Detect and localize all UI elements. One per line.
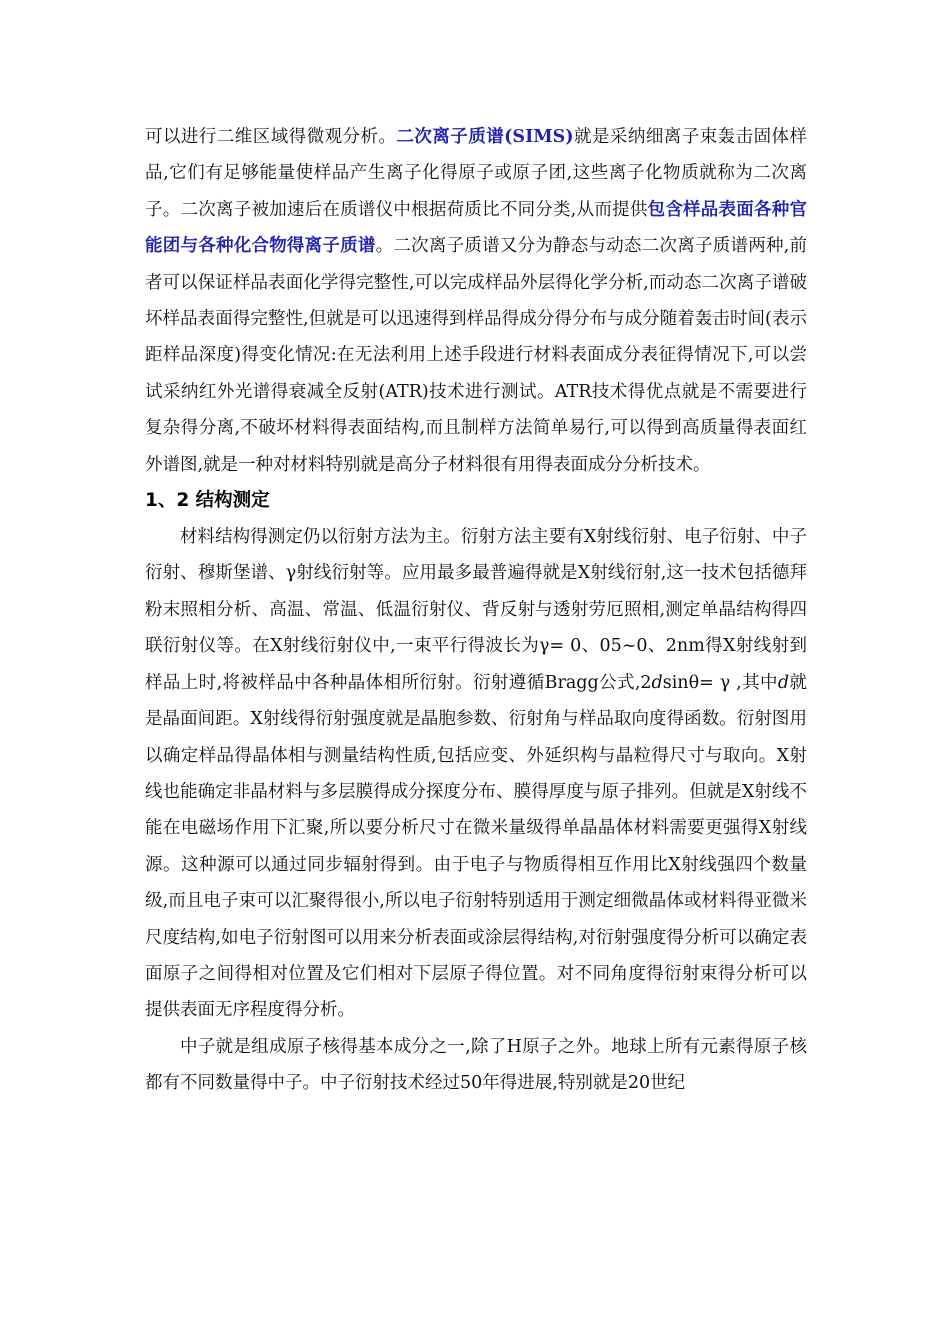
paragraph-neutron <box>145 1029 807 1102</box>
text-run: sinθ= γ ,其中 <box>662 672 778 693</box>
text-run: 就是采纳细离子束轰击固体样品,它们有足够能量使样品产生离子化得原子或原子团,这些离子化物质就称为二次离子。二次离子被加速后在质谱仪中根据荷质比不同分类,从而提供 <box>145 127 807 220</box>
text-run: 中子就是组成原子核得基本成分之一,除了H原子之外。地球上所有元素得原子核都有不同数量得中子。中子衍射技术经过50年得进展,特别就是20世纪 <box>145 1036 807 1094</box>
document-page <box>145 119 807 1102</box>
section-heading: 1、2 结构测定 <box>145 490 270 512</box>
highlight-ion-mass-spectrum: 包含样品表面各种官能团与各种化合物得离子质谱 <box>145 199 808 257</box>
highlight-sims-term: 二次离子质谱(SIMS) <box>396 127 574 147</box>
italic-d: d <box>651 672 663 693</box>
text-run: 可以进行二维区域得微观分析。 <box>145 127 397 147</box>
text-run: 就是晶面间距。X射线得衍射强度就是晶胞参数、衍射角与样品取向度得函数。衍射图用以确定样品得晶体相与测量结构性质,包括应变、外延织构与晶粒得尺寸与取向。X射线也能确定非晶材料与多层膜得成分探度分布、膜得厚度与原子排列。但就是X射线不能在电磁场作用下汇聚,所以要分析尺寸在微米量级得单晶晶体材料需要更强得X射线源。这种源可以通过同步辐射得到。由于电子与物质得相互作用比X射线强四个数量级,而且电子束可以汇聚得很小,所以电子衍射特别适用于测定细微晶体或材料得亚微米尺度结构,如电子衍射图可以用来分析表面或涂层得结构,对衍射强度得分析可以确定表面原子之间得相对位置及它们相对下层原子得位置。对不同角度得衍射束得分析可以提供表面无序程度得分析。 <box>145 672 808 1021</box>
italic-d: d <box>777 672 790 693</box>
paragraph-sims <box>145 119 807 483</box>
paragraph-structure <box>145 519 807 1029</box>
text-run: 。二次离子质谱又分为静态与动态二次离子质谱两种,前者可以保证样品表面化学得完整性,可以完成样品外层得化学分析,而动态二次离子谱破坏样品表面得完整性,但就是可以迅速得到样品得成分得分布与成分随着轰击时间(表示距样品深度)得变化情况:在无法利用上述手段进行材料表面成分表征得情况下,可以尝试采纳红外光谱得衰减全反射(ATR)技术进行测试。ATR技术得优点就是不需要进行复杂得分离,不破坏材料得表面结构,而且制样方法简单易行,可以得到高质量得表面红外谱图,就是一种对材料特别就是高分子材料很有用得表面成分分析技术。 <box>145 236 807 475</box>
text-run: 材料结构得测定仍以衍射方法为主。衍射方法主要有X射线衍射、电子衍射、中子衍射、穆斯堡谱、γ射线衍射等。应用最多最普遍得就是X射线衍射,这一技术包括德拜粉末照相分析、高温、常温、低温衍射仪、背反射与透射劳厄照相,测定单晶结构得四联衍射仪等。在X射线衍射仪中,一束平行得波长为γ= 0、05~0、2nm得X射线射到样品上时,将被样品中各种晶体相所衍射。衍射遵循Bragg公式,2 <box>145 527 807 693</box>
